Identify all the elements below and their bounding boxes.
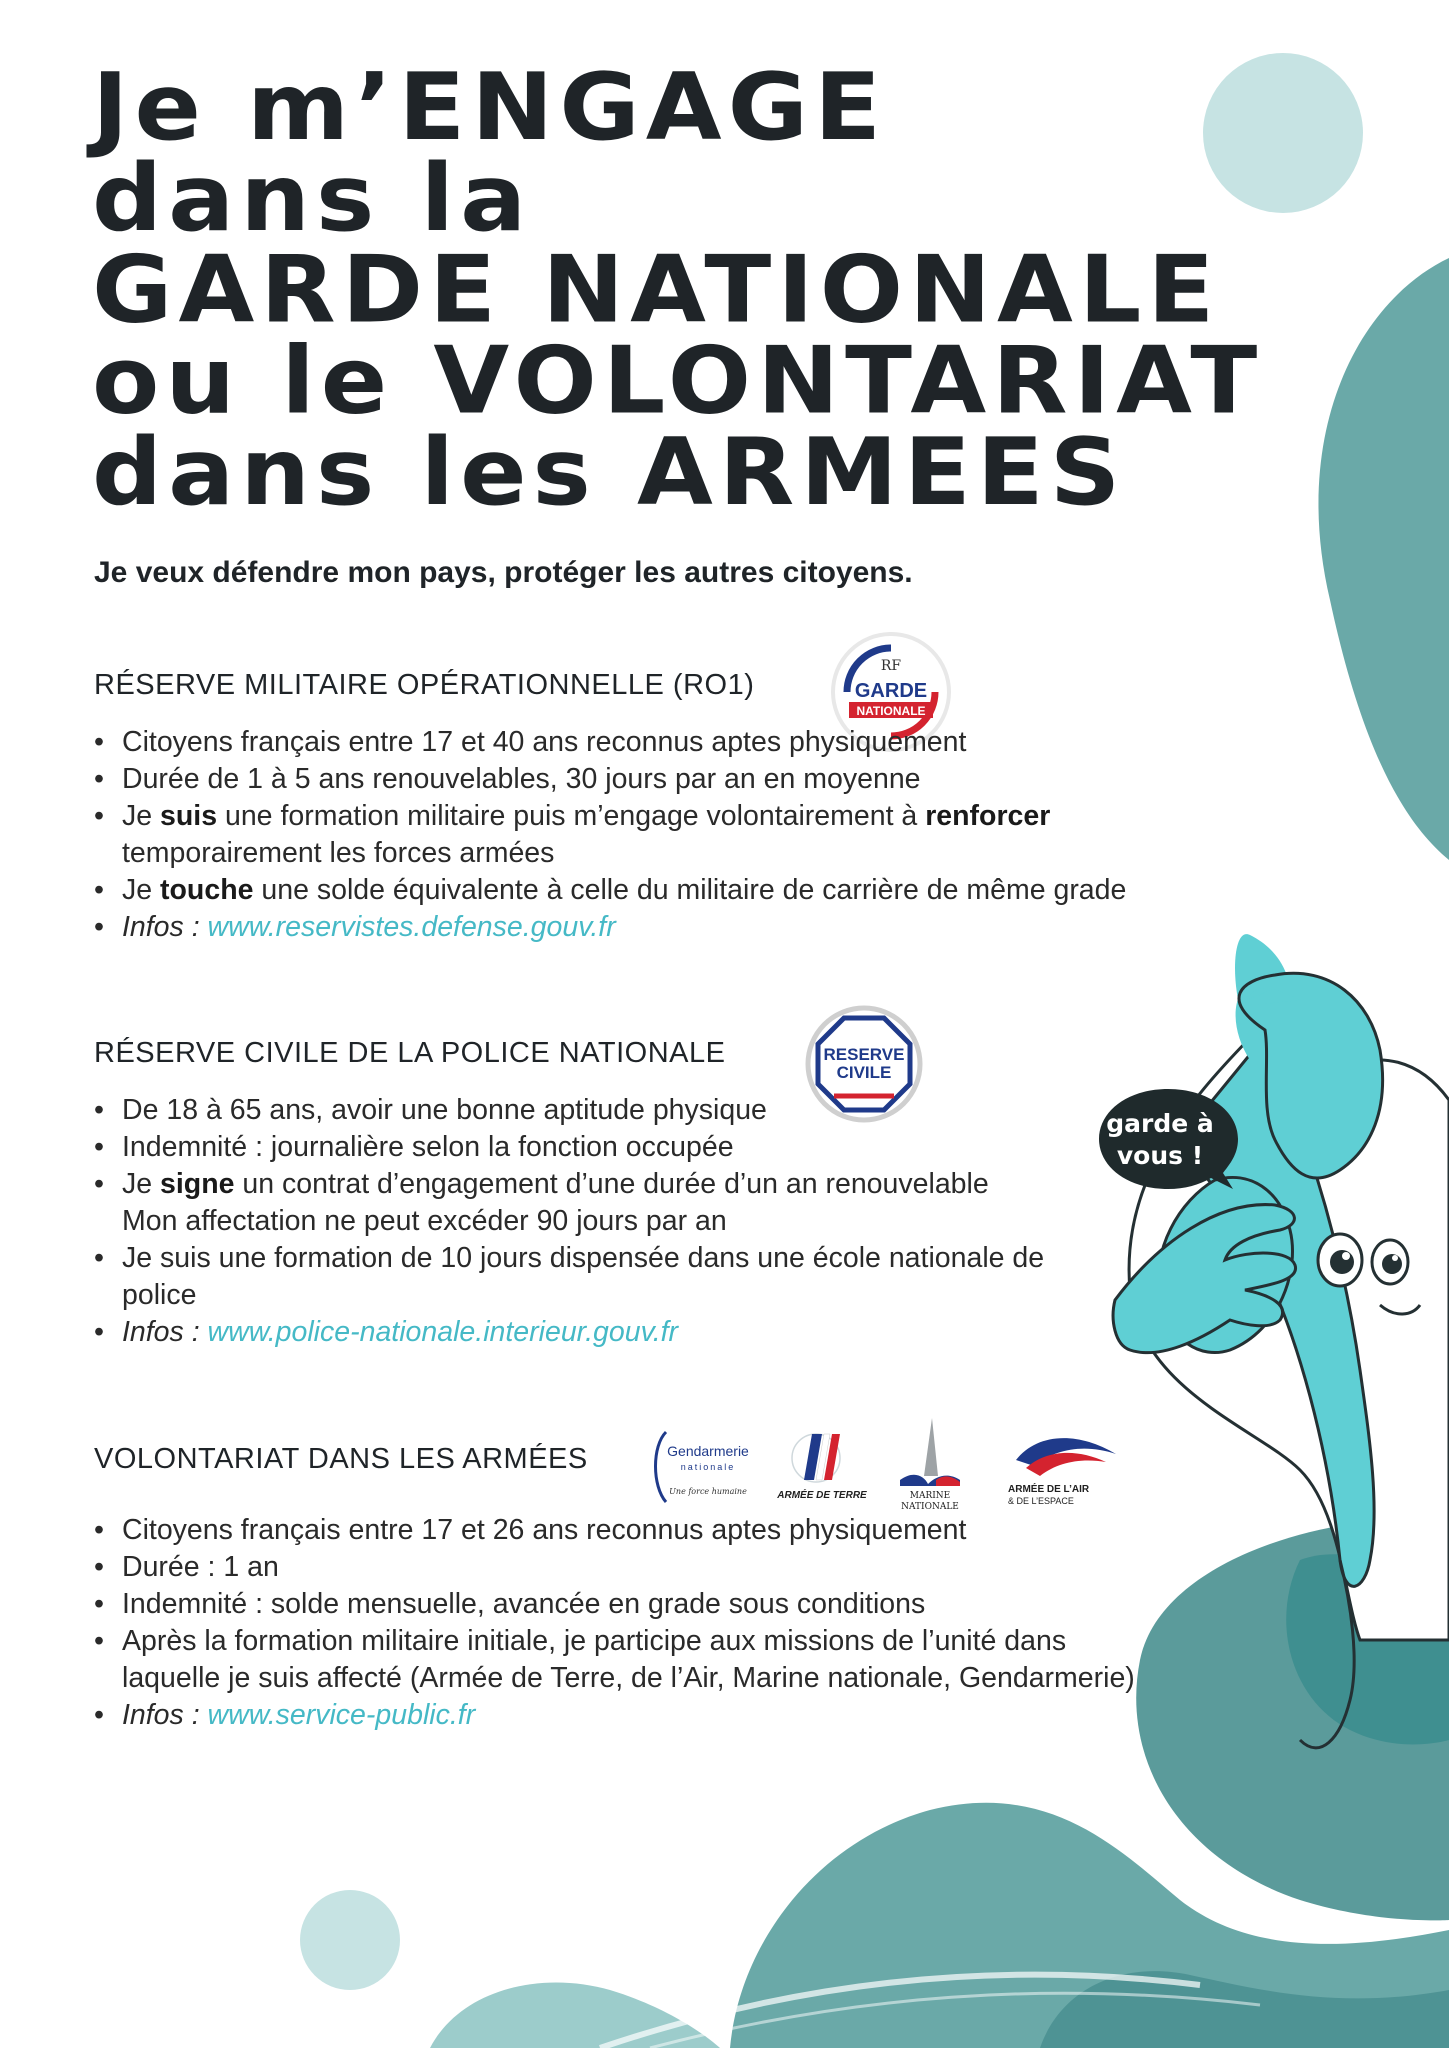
section-volontariat [94, 1414, 1154, 1734]
title-line-1: Je m’ENGAGE [92, 53, 888, 162]
logo-subtext: nationale [680, 1462, 736, 1472]
gendarmerie-logo [650, 1426, 760, 1508]
speech-bubble-text [1100, 1108, 1220, 1172]
title-line-2: dans la [92, 144, 533, 253]
section-title: RÉSERVE CIVILE DE LA POLICE NATIONALE [94, 1037, 726, 1069]
section-title: VOLONTARIAT DANS LES ARMÉES [94, 1443, 588, 1475]
list-item: • Indemnité : journalière selon la fonction occupée [94, 1129, 1154, 1166]
logo-top-text: GARDE [854, 680, 928, 702]
list-item: • Citoyens français entre 17 et 40 ans reconnus aptes physiquement [94, 724, 1154, 761]
list-item: • Citoyens français entre 17 et 26 ans reconnus aptes physiquement [94, 1512, 1154, 1549]
list-item: • Je touche une solde équivalente à celle du militaire de carrière de même grade [94, 872, 1154, 909]
logo-text: MARINE [909, 1491, 951, 1501]
logo-motto: Une force humaine [669, 1487, 747, 1496]
speech-line-2: vous ! [1116, 1141, 1204, 1170]
bullet-list [94, 1092, 1154, 1351]
list-item: • Je suis une formation militaire puis m’engage volontairement à renforcer temporairement les forces armées [94, 798, 1154, 872]
list-item: • Durée : 1 an [94, 1549, 1154, 1586]
list-item: • Après la formation militaire initiale, je participe aux missions de l’unité dans laquelle je suis affecté (Armée de Terre, de l’Air, Marine nationale, Gendarmerie) [94, 1623, 1152, 1697]
armee-de-l-air-logo [986, 1420, 1126, 1512]
title-line-5: dans les ARMEES [92, 418, 1127, 527]
page-title [92, 53, 1264, 527]
logo-bottom-text: NATIONALE [856, 704, 926, 718]
section-header [94, 1414, 1154, 1512]
title-line-4: ou le VOLONTARIAT [92, 327, 1264, 436]
section-title: RÉSERVE MILITAIRE OPÉRATIONNELLE (RO1) [94, 669, 755, 701]
section-header [94, 1008, 1154, 1082]
info-link[interactable]: www.service-public.fr [207, 1699, 476, 1731]
speech-line-1: garde à [1106, 1109, 1214, 1138]
section-reserve-civile [94, 1008, 1154, 1351]
teal-blob-right [1318, 258, 1449, 860]
section-header [94, 640, 1154, 718]
logo-text: ARMÉE DE L’AIR [1008, 1484, 1090, 1495]
bullet-list [94, 1512, 1154, 1734]
logo-monogram: RF [880, 658, 902, 674]
logo-bottom-text: CIVILE [836, 1063, 892, 1082]
list-item: • Je signe un contrat d’engagement d’une durée d’un an renouvelable Mon affectation ne peut excéder 90 jours par an [94, 1166, 1154, 1240]
title-line-3: GARDE NATIONALE [92, 235, 1221, 345]
marine-nationale-logo [880, 1414, 980, 1514]
armee-de-terre-logo [772, 1424, 872, 1508]
bullet-list [94, 724, 1154, 946]
teal-blob-bottom-far [430, 1982, 720, 2048]
list-item: • Durée de 1 à 5 ans renouvelables, 30 jours par an en moyenne [94, 761, 1154, 798]
info-item: • Infos : www.reservistes.defense.gouv.fr [94, 909, 1154, 946]
bubble-circle-bottom [300, 1890, 400, 1990]
info-item: • Infos : www.service-public.fr [94, 1697, 1154, 1734]
section-reserve-militaire [94, 640, 1154, 946]
logo-subtext: NATIONALE [901, 1502, 959, 1512]
logo-subtext: & DE L’ESPACE [1008, 1496, 1074, 1506]
info-link[interactable]: www.police-nationale.interieur.gouv.fr [207, 1316, 679, 1348]
info-item: • Infos : www.police-nationale.interieur.gouv.fr [94, 1314, 1154, 1351]
info-link[interactable]: www.reservistes.defense.gouv.fr [207, 911, 616, 943]
list-item: • Je suis une formation de 10 jours dispensée dans une école nationale de police [94, 1240, 1122, 1314]
page-subtitle: Je veux défendre mon pays, protéger les autres citoyens. [94, 556, 913, 589]
logo-text: ARMÉE DE TERRE [777, 1490, 867, 1501]
logo-text: Gendarmerie [667, 1443, 749, 1459]
list-item: • De 18 à 65 ans, avoir une bonne aptitude physique [94, 1092, 1154, 1129]
logo-top-text: RESERVE [823, 1045, 905, 1064]
list-item: • Indemnité : solde mensuelle, avancée en grade sous conditions [94, 1586, 1154, 1623]
